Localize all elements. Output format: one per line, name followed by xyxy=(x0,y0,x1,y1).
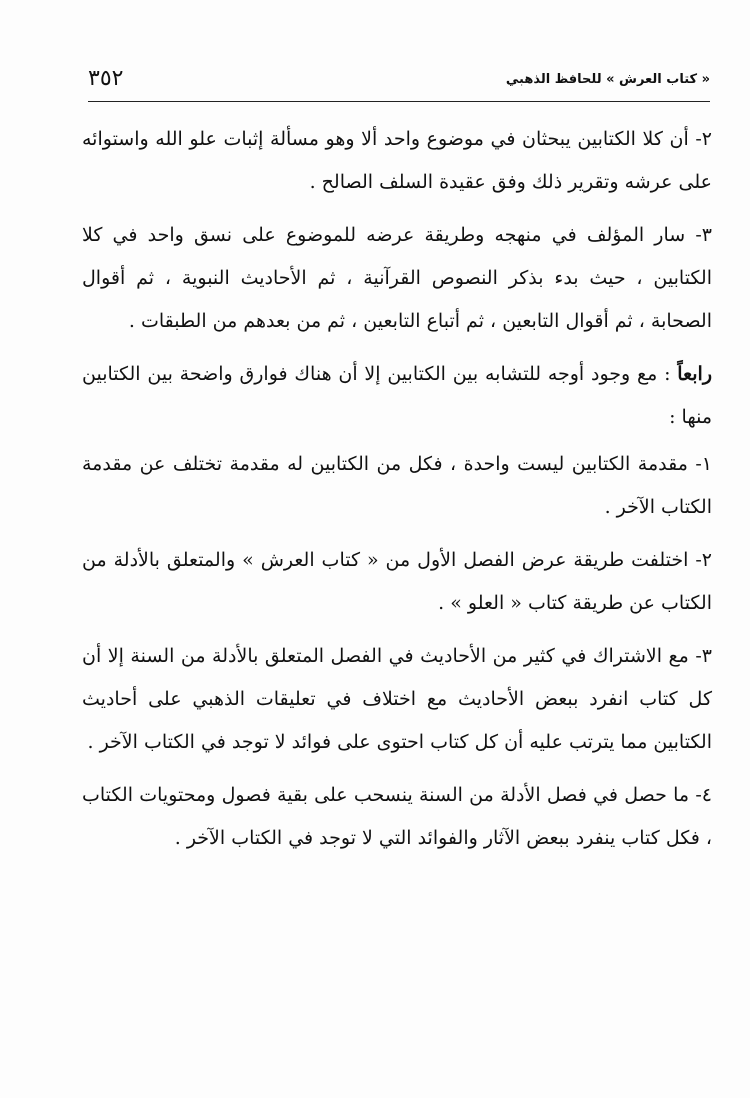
difference-2-paragraph xyxy=(82,539,712,625)
paragraph-text: ٢- اختلفت طريقة عرض الفصل الأول من « كتاب العرش » والمتعلق بالأدلة من الكتاب عن طريقة كتاب « العلو » . xyxy=(82,549,712,614)
paragraph-text: ١- مقدمة الكتابين ليست واحدة ، فكل من الكتابين له مقدمة تختلف عن مقدمة الكتاب الآخر . xyxy=(82,453,712,518)
paragraph-text: ٢- أن كلا الكتابين يبحثان في موضوع واحد ألا وهو مسألة إثبات علو الله واستوائه على عرشه وتقرير ذلك وفق عقيدة السلف الصالح . xyxy=(82,128,712,193)
page-header xyxy=(88,62,710,102)
running-title: « كتاب العرش » للحافظ الذهبي xyxy=(505,72,710,87)
point-3-paragraph xyxy=(82,214,712,343)
paragraph-text: ٣- سار المؤلف في منهجه وطريقة عرضه للموضوع على نسق واحد في كلا الكتابين ، حيث بدء بذكر النصوص القرآنية ، ثم الأحاديث النبوية ، ثم أقوال الصحابة ، ثم أقوال التابعين ، ثم أتباع التابعين ، ثم من بعدهم من الطبقات . xyxy=(82,224,712,332)
difference-1-paragraph xyxy=(82,443,712,529)
page-number: ٣٥٢ xyxy=(88,66,124,91)
header-divider xyxy=(88,101,710,102)
fourth-section-paragraph xyxy=(82,353,712,439)
difference-3-paragraph xyxy=(82,635,712,764)
section-lead: رابعاً xyxy=(677,363,712,385)
difference-4-paragraph xyxy=(82,774,712,860)
paragraph-text: : مع وجود أوجه للتشابه بين الكتابين إلا أن هناك فوارق واضحة بين الكتابين منها : xyxy=(82,363,712,428)
point-2-paragraph xyxy=(82,118,712,204)
page-body xyxy=(82,118,712,870)
paragraph-text: ٣- مع الاشتراك في كثير من الأحاديث في الفصل المتعلق بالأدلة من السنة إلا أن كل كتاب انفرد ببعض الأحاديث مع اختلاف في تعليقات الذهبي على أحاديث الكتابين مما يترتب عليه أن كل كتاب احتوى على فوائد لا توجد في الكتاب الآخر . xyxy=(82,645,712,753)
paragraph-text: ٤- ما حصل في فصل الأدلة من السنة ينسحب على بقية فصول ومحتويات الكتاب ، فكل كتاب ينفرد ببعض الآثار والفوائد التي لا توجد في الكتاب الآخر . xyxy=(82,784,712,849)
